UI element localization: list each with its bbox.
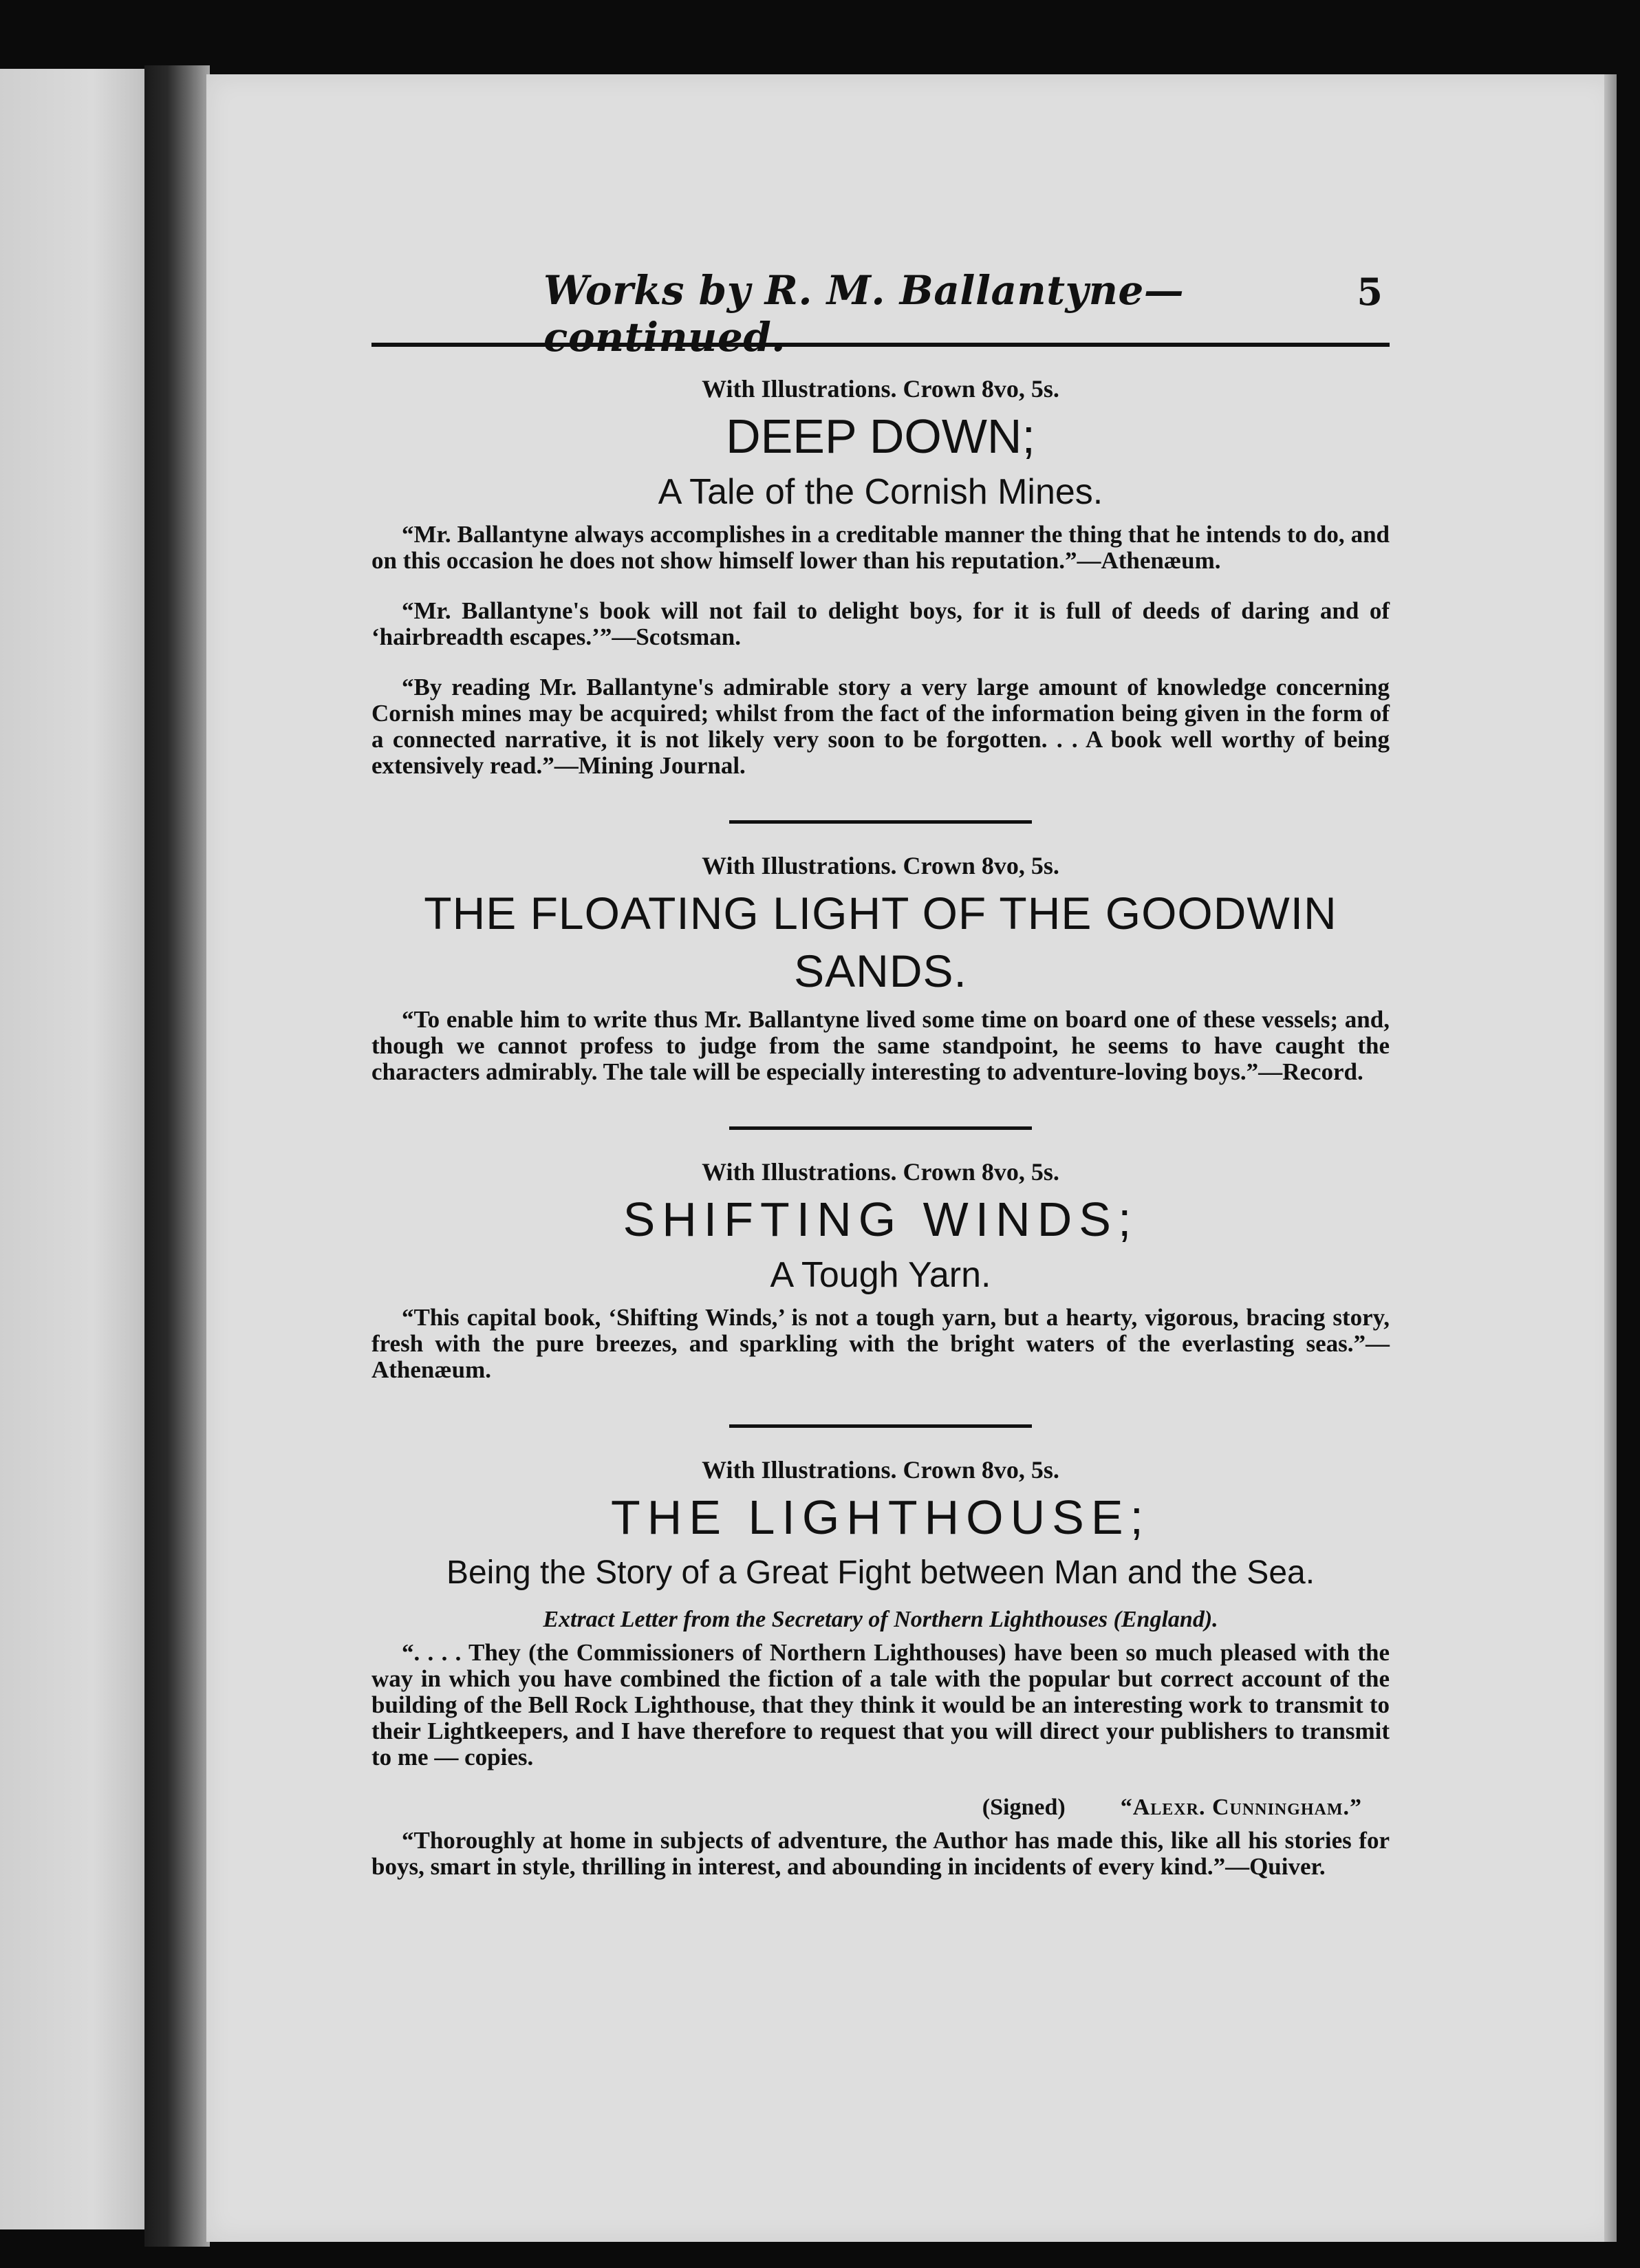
book-subtitle: A Tale of the Cornish Mines.	[658, 472, 1103, 512]
section-divider	[729, 1424, 1032, 1428]
review-quote: “This capital book, ‘Shifting Winds,’ is not a tough yarn, but a hearty, vigorous, bracing story, fresh with the pure breezes, and sparkling with the bright waters of the everlasting seas.”—Athenæum.	[371, 1304, 1390, 1383]
edition-note: With Illustrations. Crown 8vo, 5s.	[702, 852, 1059, 879]
book-page	[206, 74, 1617, 2242]
page-number: 5	[1357, 270, 1383, 314]
book-subtitle: Being the Story of a Great Fight between Man and the Sea.	[446, 1554, 1315, 1591]
book-subtitle: A Tough Yarn.	[770, 1255, 991, 1295]
section-divider	[729, 1126, 1032, 1130]
book-entry-lighthouse	[371, 1455, 1390, 1880]
signed-name: “Alexr. Cunningham.”	[1120, 1795, 1362, 1820]
book-title: THE LIGHTHOUSE;	[611, 1490, 1150, 1544]
review-quote: “Mr. Ballantyne always accomplishes in a creditable manner the thing that he intends to do, and on this occasion he does not show himself lower than his reputation.”—Athenæum.	[371, 521, 1390, 574]
book-entry-shifting-winds	[371, 1157, 1390, 1383]
letter-text: “. . . . They (the Commissioners of Northern Lighthouses) have been so much pleased with the way in which you have combined the fiction of a tale with the popular but correct account of the building of the Bell Rock Lighthouse, that they think it would be an interesting work to transmit to their Lightkeepers, and I have therefore to request that you will direct your publishers to transmit to me — copies.	[371, 1639, 1390, 1770]
book-spine	[144, 65, 210, 2247]
signature-line	[371, 1795, 1390, 1821]
edition-note: With Illustrations. Crown 8vo, 5s.	[702, 375, 1059, 403]
extract-heading: Extract Letter from the Secretary of Northern Lighthouses (England).	[543, 1607, 1218, 1632]
edition-note: With Illustrations. Crown 8vo, 5s.	[702, 1456, 1059, 1484]
page-header	[371, 267, 1390, 361]
page-edge	[1604, 74, 1617, 2242]
book-title: THE FLOATING LIGHT OF THE GOODWIN SANDS.	[424, 888, 1337, 996]
book-entry-deep-down	[371, 374, 1390, 779]
signed-label: (Signed)	[982, 1795, 1066, 1820]
review-quote: “Thoroughly at home in subjects of adventure, the Author has made this, like all his stories for boys, smart in style, thrilling in interest, and abounding in incidents of every kind.”—Quiver.	[371, 1827, 1390, 1880]
review-quote: “By reading Mr. Ballantyne's admirable story a very large amount of knowledge concerning Cornish mines may be acquired; whilst from the fact of the information being given in the form of a connected narrative, it is not likely very soon to be forgotten. . . A book well worthy of being extensively read.”—Mining Journal.	[371, 674, 1390, 779]
book-title: DEEP DOWN;	[726, 409, 1035, 463]
facing-page	[0, 69, 155, 2229]
review-quote: “To enable him to write thus Mr. Ballantyne lived some time on board one of these vessels; and, though we cannot profess to judge from the same standpoint, he seems to have caught the characters admirably. The tale will be especially interesting to adventure-loving boys.”—Record.	[371, 1006, 1390, 1085]
book-title: SHIFTING WINDS;	[623, 1192, 1139, 1246]
book-entry-floating-light	[371, 851, 1390, 1085]
edition-note: With Illustrations. Crown 8vo, 5s.	[702, 1158, 1059, 1186]
running-head: Works by R. M. Ballantyne—continued.	[543, 267, 1185, 361]
section-divider	[729, 820, 1032, 824]
page-content	[371, 267, 1390, 1904]
review-quote: “Mr. Ballantyne's book will not fail to delight boys, for it is full of deeds of daring and of ‘hairbreadth escapes.’”—Scotsman.	[371, 597, 1390, 650]
